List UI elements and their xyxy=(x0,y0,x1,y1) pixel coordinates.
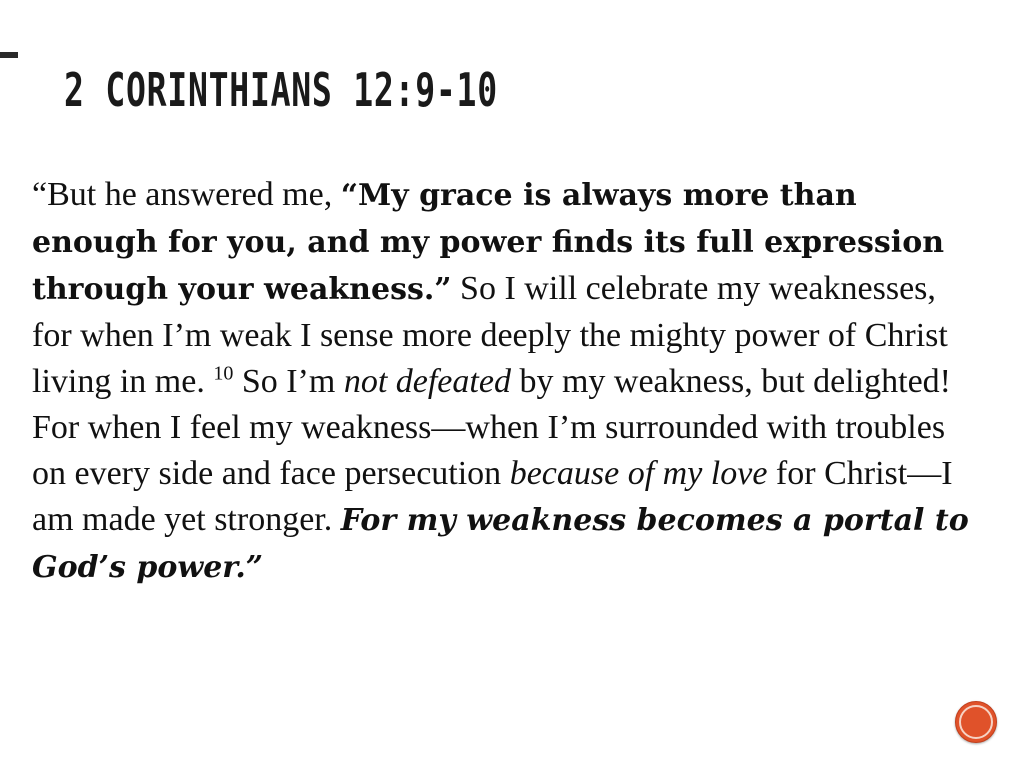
text-segment-9-bold-italic: For my weakness becomes a portal to God’s power.” xyxy=(32,503,969,585)
scripture-text xyxy=(32,172,982,591)
text-segment-2-bold: “My grace is always more than enough for you, and my power finds its full expression through your weakness.” xyxy=(32,178,945,307)
slide-title: 2 CORINTHIANS 12:9-10 xyxy=(64,63,498,117)
text-segment-5-italic: not defeated xyxy=(343,363,511,400)
circle-button-icon[interactable] xyxy=(955,701,997,743)
text-segment-7-italic: because of my love xyxy=(509,455,768,492)
text-segment-8: for Christ—I am made yet stronger. xyxy=(32,455,953,538)
text-segment-1: “But he answered me, xyxy=(32,176,341,213)
text-segment-6: by my weakness, but delighted! For when I feel my weakness—when I’m surrounded with troubles on every side and face persecution xyxy=(32,363,951,492)
verse-number: 10 xyxy=(213,362,234,385)
title-marker xyxy=(0,52,18,58)
text-segment-3: So I will celebrate my weaknesses, for when I’m weak I sense more deeply the mighty power of Christ living in me. xyxy=(32,270,948,400)
circle-ring xyxy=(959,705,993,739)
text-segment-4: So I’m xyxy=(233,363,344,400)
